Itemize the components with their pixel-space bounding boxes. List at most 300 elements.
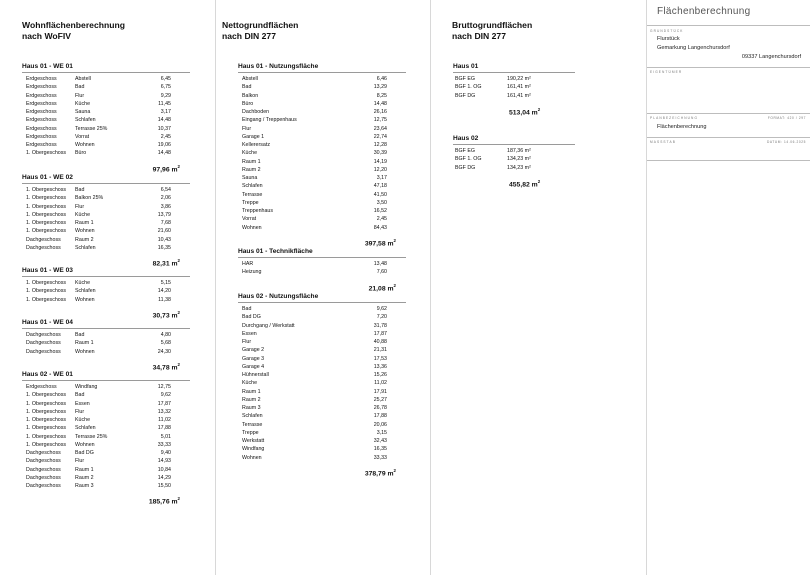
area-value: 4,80 — [160, 332, 171, 338]
table-row — [238, 322, 406, 330]
room-cell: Küche — [242, 150, 258, 157]
eigentuemer-label: EIGENTÜMER — [650, 70, 683, 74]
area-value: 11,45 — [158, 100, 171, 107]
area-value: 7,20 — [376, 314, 387, 321]
block-total — [509, 177, 575, 189]
room-cell: Schlafen — [75, 425, 96, 432]
table-row — [22, 194, 190, 202]
room-cell: Küche — [75, 211, 91, 218]
total-value: 97,96 m — [152, 165, 178, 173]
area-block — [22, 318, 190, 372]
area-value: 190,22 m² — [507, 76, 531, 82]
table-row — [238, 437, 406, 445]
ort-text: 09337 Langenchursdorf — [741, 54, 801, 60]
area-value: 8,25 — [376, 92, 387, 99]
table-row — [22, 125, 190, 133]
floor-cell: 1. Obergeschoss — [26, 433, 67, 440]
area-value: 13,48 — [373, 261, 387, 267]
room-cell: Raum 1 — [75, 220, 94, 226]
area-value: 13,36 — [373, 363, 387, 370]
room-cell: Wohnen — [75, 441, 95, 448]
table-row — [22, 424, 190, 432]
area-value: 7,60 — [376, 269, 387, 276]
room-cell: Garage 1 — [242, 133, 265, 140]
area-value: 14,20 — [157, 288, 171, 295]
table-row — [22, 383, 190, 391]
table-row — [238, 149, 406, 157]
room-cell: Garage 3 — [242, 355, 265, 362]
room-cell: Büro — [242, 100, 254, 107]
title-block-heading: Flächenberechnung — [657, 6, 751, 17]
area-value: 20,06 — [373, 421, 387, 428]
area-value: 17,88 — [373, 413, 387, 420]
floor-cell: Dachgeschoss — [26, 466, 61, 473]
room-cell: Balkon — [242, 92, 259, 99]
block-title: Haus 01 - Technikfläche — [238, 247, 406, 258]
room-cell: BGF EG — [455, 76, 476, 82]
floor-cell: Erdgeschoss — [26, 100, 57, 107]
total-unit-exponent: 2 — [177, 361, 180, 367]
floor-cell: 1. Obergeschoss — [26, 228, 67, 235]
table-row — [22, 474, 190, 482]
room-cell: Raum 3 — [75, 483, 94, 489]
area-value: 40,88 — [373, 339, 387, 345]
room-cell: Küche — [242, 380, 258, 387]
floor-cell: Dachgeschoss — [26, 450, 61, 456]
floor-cell: 1. Obergeschoss — [26, 425, 67, 432]
room-cell: HAR — [242, 261, 254, 267]
room-cell: Bad — [242, 306, 252, 312]
room-cell: BGF DG — [455, 164, 476, 171]
table-row — [22, 391, 190, 399]
column-bruttogrundflaeche — [431, 0, 647, 575]
room-cell: Wohnen — [75, 296, 95, 303]
column-nettogrundflaeche — [216, 0, 431, 575]
total-unit-exponent: 2 — [177, 258, 180, 263]
area-value: 11,02 — [158, 417, 171, 423]
area-value: 9,62 — [376, 306, 387, 312]
table-row — [22, 348, 190, 356]
table-row — [238, 191, 406, 199]
table-row — [238, 305, 406, 313]
table-row — [453, 155, 575, 163]
room-cell: Bad DG — [75, 450, 94, 456]
area-value: 134,23 m² — [507, 156, 531, 163]
total-unit-exponent: 2 — [393, 282, 396, 288]
room-cell: Raum 2 — [75, 236, 94, 243]
area-value: 14,48 — [373, 100, 387, 107]
area-value: 5,01 — [160, 433, 171, 440]
room-cell: Raum 1 — [75, 340, 94, 347]
area-value: 30,39 — [373, 150, 387, 157]
room-cell: Flur — [75, 92, 85, 99]
room-cell: Wohnen — [75, 142, 95, 148]
total-value: 82,31 m — [152, 260, 178, 268]
floor-cell: Dachgeschoss — [26, 244, 61, 251]
table-row — [238, 125, 406, 133]
table-row — [238, 454, 406, 462]
table-row — [238, 182, 406, 190]
total-unit-exponent: 2 — [537, 178, 541, 184]
table-row — [22, 400, 190, 408]
area-value: 6,54 — [160, 187, 171, 193]
room-cell: Dachboden — [242, 109, 270, 115]
table-row — [238, 363, 406, 371]
area-value: 6,45 — [160, 76, 171, 82]
room-cell: Werkstatt — [242, 438, 265, 444]
table-row — [22, 244, 190, 252]
room-cell: Treppe — [242, 199, 259, 206]
area-value: 21,60 — [157, 228, 171, 235]
floor-cell: Dachgeschoss — [26, 340, 61, 347]
area-value: 84,43 — [373, 224, 387, 231]
room-cell: Bad — [75, 332, 85, 338]
area-value: 41,50 — [373, 191, 387, 198]
table-row — [238, 429, 406, 437]
block-total — [22, 494, 190, 506]
total-value: 21,08 m — [368, 284, 394, 292]
table-row — [453, 92, 575, 100]
floor-cell: Erdgeschoss — [26, 125, 57, 132]
table-row — [22, 279, 190, 287]
table-row — [238, 412, 406, 420]
floor-cell: Erdgeschoss — [26, 133, 57, 140]
table-row — [22, 92, 190, 100]
area-value: 19,06 — [157, 142, 171, 148]
area-block — [238, 247, 406, 293]
room-cell: Bad — [75, 392, 85, 399]
area-value: 161,41 m² — [507, 92, 531, 99]
table-row — [238, 158, 406, 166]
area-block — [238, 292, 406, 478]
floor-cell: 1. Obergeschoss — [26, 280, 67, 286]
room-cell: Schlafen — [75, 117, 96, 124]
total-unit-exponent: 2 — [177, 163, 180, 169]
area-value: 17,91 — [373, 388, 387, 395]
floor-cell: Erdgeschoss — [26, 84, 57, 91]
total-unit-exponent: 2 — [537, 106, 541, 112]
floor-cell: 1. Obergeschoss — [26, 417, 67, 423]
room-cell: Garage 2 — [242, 347, 265, 354]
block-title: Haus 01 — [453, 62, 575, 73]
area-block — [238, 62, 406, 248]
divider — [647, 137, 810, 138]
area-value: 14,29 — [157, 474, 171, 481]
room-cell: Terrasse 25% — [75, 125, 108, 132]
total-value: 34,78 m — [152, 364, 178, 372]
format-text: FORMAT: 420 / 297 — [767, 116, 806, 120]
table-row — [238, 346, 406, 354]
area-block — [453, 62, 575, 117]
area-value: 26,78 — [373, 405, 387, 411]
area-value: 3,17 — [376, 175, 387, 181]
area-value: 12,28 — [373, 142, 387, 148]
floor-cell: 1. Obergeschoss — [26, 392, 67, 399]
area-value: 16,35 — [157, 244, 171, 251]
floor-cell: Erdgeschoss — [26, 92, 57, 99]
total-value: 30,73 m — [152, 312, 178, 320]
table-row — [22, 116, 190, 124]
floor-cell: 1. Obergeschoss — [26, 195, 67, 202]
floor-cell: Dachgeschoss — [26, 458, 61, 465]
table-row — [238, 92, 406, 100]
room-cell: Küche — [75, 100, 91, 107]
area-block — [453, 134, 575, 189]
table-row — [22, 296, 190, 304]
total-value: 455,82 m — [509, 181, 538, 189]
block-total — [509, 105, 575, 117]
room-cell: Eingang / Treppenhaus — [242, 117, 297, 124]
table-row — [22, 433, 190, 441]
room-cell: Bad — [75, 187, 85, 193]
table-row — [453, 147, 575, 155]
table-row — [22, 75, 190, 83]
area-value: 17,53 — [373, 355, 387, 362]
table-row — [22, 339, 190, 347]
table-row — [22, 416, 190, 424]
total-unit-exponent: 2 — [393, 467, 396, 473]
room-cell: Küche — [75, 280, 91, 286]
planbezeichnung-label: PLANBEZEICHNUNG — [650, 116, 699, 120]
table-row — [22, 457, 190, 465]
table-row — [22, 186, 190, 194]
table-row — [238, 371, 406, 379]
room-cell: Treppenhaus — [242, 208, 274, 214]
area-value: 7,68 — [160, 220, 171, 226]
room-cell: Garage 4 — [242, 363, 265, 370]
area-value: 2,06 — [160, 195, 171, 202]
table-row — [238, 108, 406, 116]
area-value: 21,31 — [373, 347, 387, 354]
area-value: 5,68 — [160, 340, 171, 347]
table-row — [22, 133, 190, 141]
area-value: 9,62 — [160, 392, 171, 399]
floor-cell: Dachgeschoss — [26, 236, 61, 243]
area-value: 14,93 — [157, 458, 171, 465]
table-row — [238, 224, 406, 232]
floor-cell: 1. Obergeschoss — [26, 211, 67, 218]
area-value: 15,26 — [373, 372, 387, 378]
total-value: 378,79 m — [364, 470, 394, 478]
column-wohnflaeche — [0, 0, 216, 575]
area-value: 32,43 — [373, 438, 387, 444]
block-title: Haus 02 - WE 01 — [22, 370, 190, 381]
area-value: 31,78 — [373, 322, 387, 329]
area-value: 17,87 — [373, 330, 387, 337]
area-value: 2,45 — [376, 216, 387, 223]
room-cell: Terrasse — [242, 191, 263, 198]
room-cell: Flur — [75, 203, 85, 210]
room-cell: Vorrat — [75, 133, 90, 140]
table-row — [22, 227, 190, 235]
table-row — [22, 482, 190, 490]
room-cell: Küche — [75, 417, 91, 423]
table-row — [238, 379, 406, 387]
block-title: Haus 01 - WE 04 — [22, 318, 190, 329]
floor-cell: 1. Obergeschoss — [26, 288, 67, 295]
table-row — [238, 260, 406, 268]
room-cell: Bad — [242, 84, 252, 91]
table-row — [238, 396, 406, 404]
floor-cell: Dachgeschoss — [26, 332, 61, 338]
table-row — [238, 207, 406, 215]
table-row — [238, 313, 406, 321]
table-row — [238, 338, 406, 346]
divider — [647, 113, 810, 114]
room-cell: Bad — [75, 84, 85, 91]
area-value: 15,50 — [157, 483, 171, 489]
total-value: 397,58 m — [364, 240, 394, 248]
area-value: 10,84 — [157, 466, 171, 473]
room-cell: Terrasse — [242, 421, 263, 428]
area-value: 14,48 — [157, 150, 171, 157]
total-unit-exponent: 2 — [177, 496, 180, 502]
block-title: Haus 01 - WE 01 — [22, 62, 190, 73]
block-total — [22, 162, 190, 174]
block-title: Haus 02 — [453, 134, 575, 145]
area-value: 2,45 — [160, 133, 171, 140]
room-cell: Abstell — [242, 76, 258, 82]
grundstueck-label: GRUNDSTÜCK — [650, 29, 684, 33]
table-row — [22, 441, 190, 449]
total-unit-exponent: 2 — [393, 237, 396, 243]
table-row — [453, 75, 575, 83]
room-cell: Treppe — [242, 429, 259, 436]
floor-cell: Dachgeschoss — [26, 474, 61, 481]
column-title: Bruttogrundflächen nach DIN 277 — [452, 20, 533, 41]
room-cell: Vorrat — [242, 216, 257, 223]
floor-cell: Erdgeschoss — [26, 384, 57, 390]
block-title: Haus 01 - Nutzungsfläche — [238, 62, 406, 73]
area-value: 10,43 — [157, 236, 171, 243]
area-value: 13,32 — [157, 408, 171, 415]
table-row — [22, 211, 190, 219]
table-row — [22, 449, 190, 457]
area-value: 3,15 — [376, 429, 387, 436]
area-value: 23,64 — [373, 125, 387, 132]
floor-cell: 1. Obergeschoss — [26, 296, 67, 303]
table-row — [238, 83, 406, 91]
area-block — [22, 173, 190, 268]
area-block — [22, 62, 190, 174]
area-value: 134,23 m² — [507, 164, 531, 171]
area-value: 16,35 — [373, 446, 387, 453]
table-row — [238, 100, 406, 108]
area-value: 12,20 — [373, 166, 387, 173]
area-value: 12,75 — [373, 117, 387, 124]
floor-cell: Dachgeschoss — [26, 348, 61, 355]
area-value: 11,38 — [158, 296, 171, 303]
area-value: 9,29 — [160, 92, 171, 99]
table-row — [22, 108, 190, 116]
room-cell: Schlafen — [75, 288, 96, 295]
table-row — [22, 83, 190, 91]
room-cell: Essen — [242, 330, 257, 337]
area-block — [22, 370, 190, 507]
area-value: 33,33 — [157, 441, 171, 448]
divider — [647, 25, 810, 26]
area-value: 24,30 — [157, 348, 171, 355]
table-row — [453, 164, 575, 172]
table-row — [238, 404, 406, 412]
area-value: 3,50 — [376, 199, 387, 206]
area-value: 12,75 — [157, 384, 171, 390]
table-row — [22, 331, 190, 339]
table-row — [453, 83, 575, 91]
total-unit-exponent: 2 — [177, 309, 180, 315]
room-cell: Raum 3 — [242, 405, 261, 411]
room-cell: Wohnen — [242, 224, 262, 231]
table-row — [238, 445, 406, 453]
room-cell: Flur — [75, 458, 85, 465]
table-row — [238, 116, 406, 124]
area-value: 161,41 m² — [507, 84, 531, 91]
area-value: 10,37 — [157, 125, 171, 132]
total-value: 513,04 m — [509, 109, 538, 117]
area-value: 9,40 — [160, 450, 171, 456]
room-cell: Durchgang / Werkstatt — [242, 322, 295, 329]
floor-cell: Erdgeschoss — [26, 109, 57, 115]
area-value: 47,18 — [373, 183, 387, 190]
table-row — [238, 421, 406, 429]
room-cell: Flur — [242, 125, 252, 132]
room-cell: Büro — [75, 150, 87, 157]
room-cell: Raum 1 — [242, 158, 261, 165]
title-block — [647, 0, 810, 575]
table-row — [238, 166, 406, 174]
area-value: 13,79 — [157, 211, 171, 218]
room-cell: Raum 2 — [242, 396, 261, 403]
floor-cell: 1. Obergeschoss — [26, 203, 67, 210]
flurstueck-text: Flurstück — [657, 36, 680, 42]
room-cell: Wohnen — [75, 348, 95, 355]
table-row — [22, 466, 190, 474]
room-cell: Wohnen — [242, 454, 262, 461]
block-title: Haus 01 - WE 03 — [22, 266, 190, 277]
gemarkung-text: Gemarkung Langenchursdorf — [657, 45, 730, 51]
room-cell: Wohnen — [75, 228, 95, 235]
table-row — [22, 219, 190, 227]
room-cell: Schlafen — [242, 183, 263, 190]
room-cell: Raum 1 — [242, 388, 261, 395]
table-row — [238, 133, 406, 141]
floor-cell: Erdgeschoss — [26, 117, 57, 124]
area-value: 14,48 — [157, 117, 171, 124]
area-value: 11,02 — [374, 380, 387, 387]
floor-cell: 1. Obergeschoss — [26, 150, 67, 157]
table-row — [238, 75, 406, 83]
block-total — [238, 281, 406, 293]
room-cell: Hühnerstall — [242, 372, 269, 378]
floor-cell: Erdgeschoss — [26, 142, 57, 148]
table-row — [238, 174, 406, 182]
room-cell: Schlafen — [75, 244, 96, 251]
area-value: 25,27 — [373, 396, 387, 403]
room-cell: Sauna — [75, 109, 91, 115]
area-block — [22, 266, 190, 320]
room-cell: BGF 1. OG — [455, 84, 482, 91]
room-cell: Essen — [75, 400, 90, 407]
total-value: 185,76 m — [148, 498, 178, 506]
room-cell: Balkon 25% — [75, 195, 104, 202]
plan-name-text: Flächenberechnung — [657, 124, 707, 130]
room-cell: BGF EG — [455, 148, 476, 154]
area-value: 22,74 — [373, 133, 387, 140]
divider — [647, 160, 810, 161]
datum-text: DATUM: 14.06.2025 — [766, 140, 806, 144]
room-cell: Heizung — [242, 269, 262, 276]
room-cell: Abstell — [75, 76, 91, 82]
